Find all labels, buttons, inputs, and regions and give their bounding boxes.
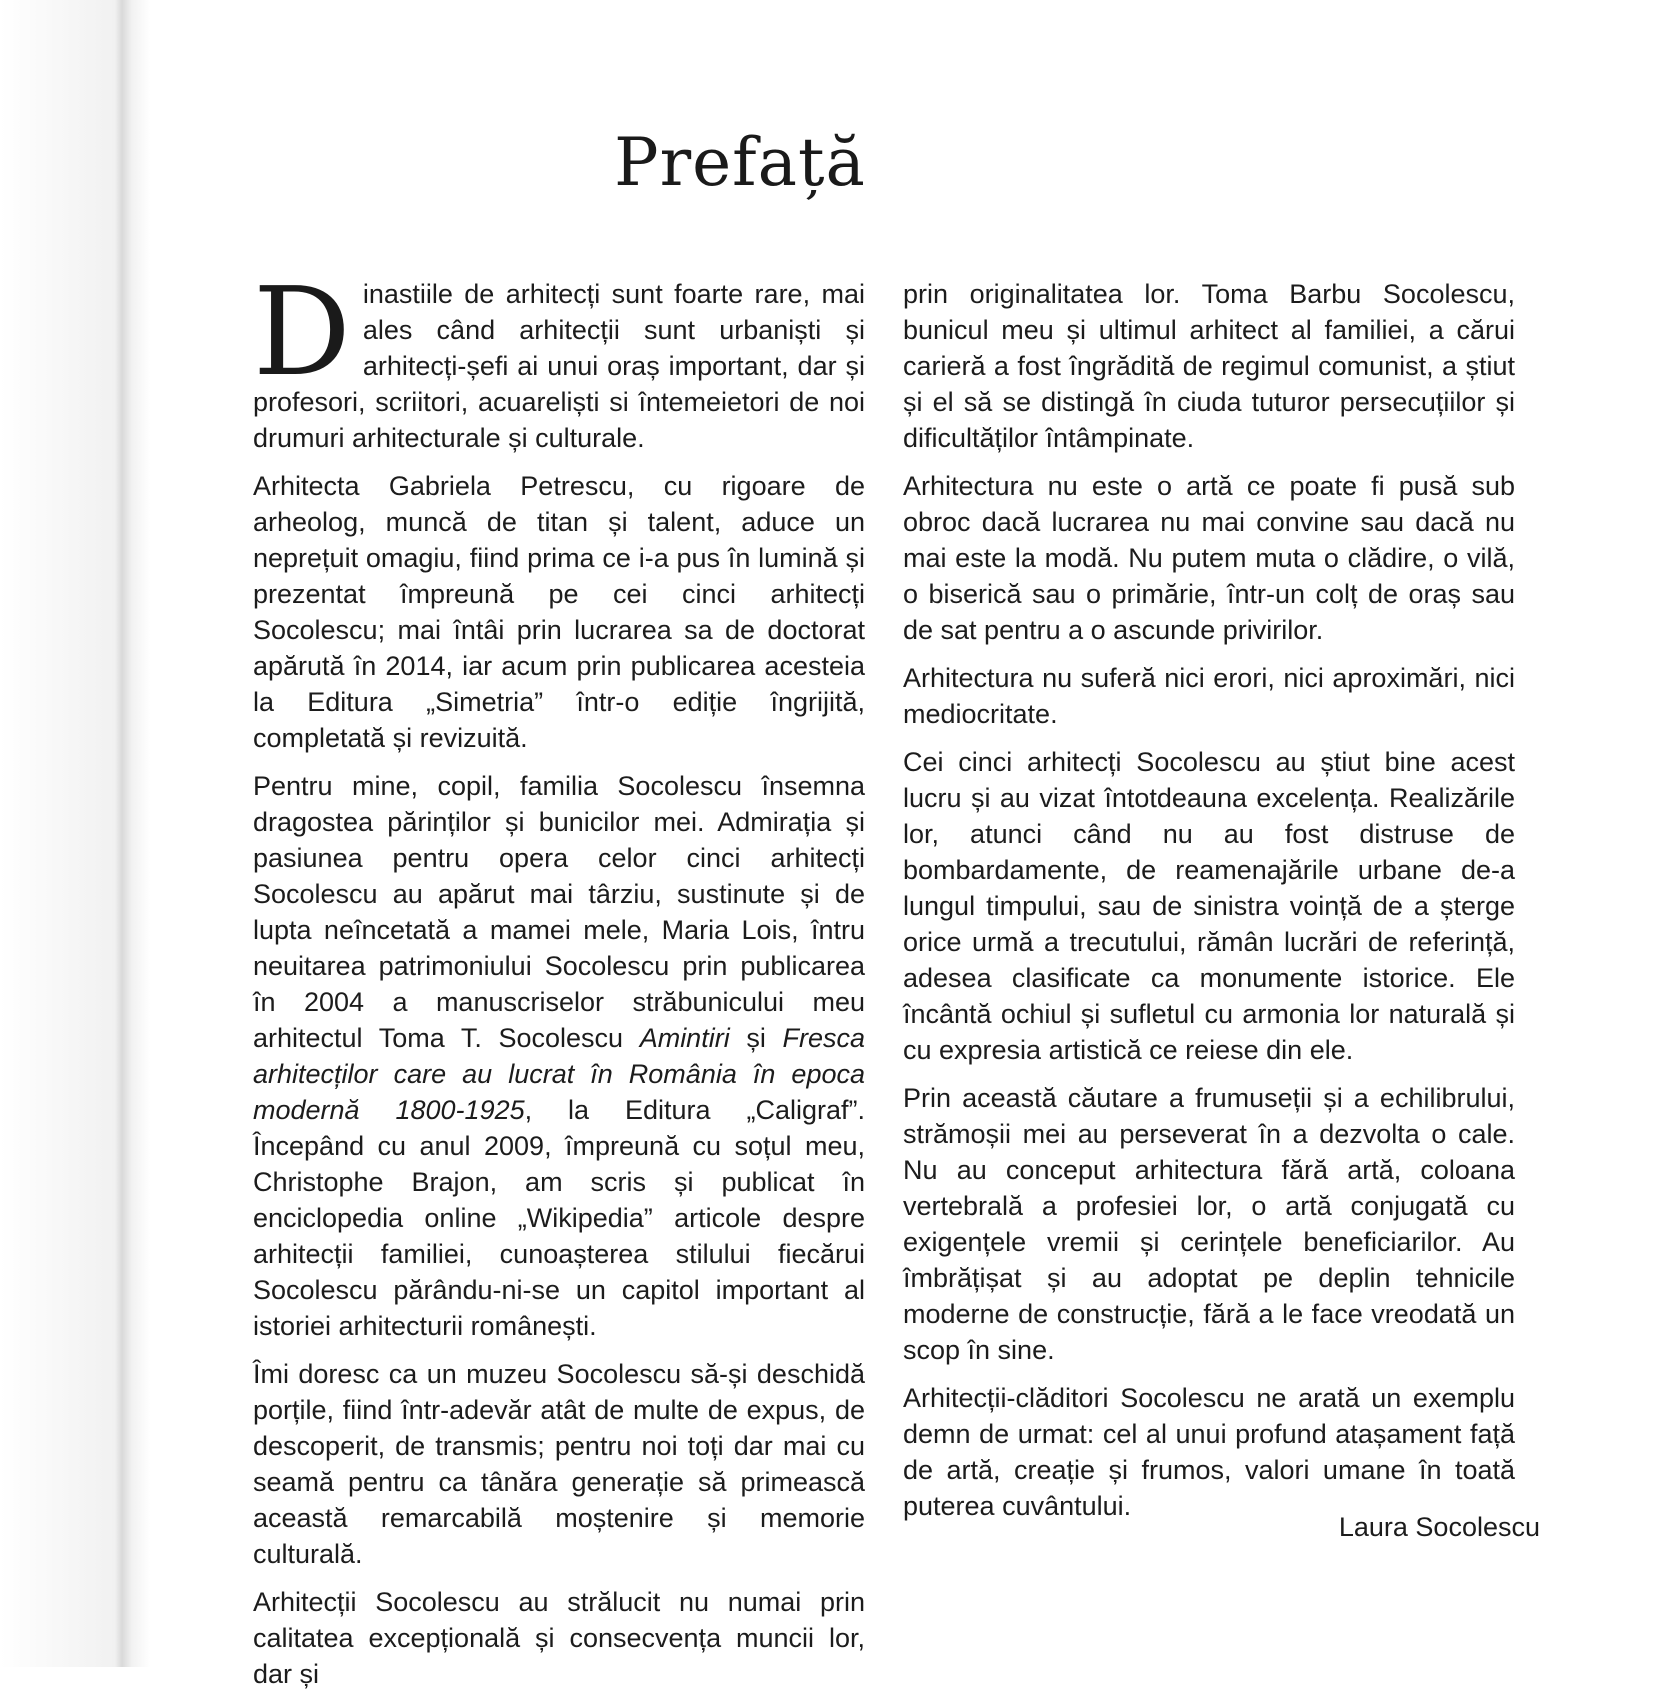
paragraph-architecture-art: Arhitectura nu este o artă ce poate fi pusă sub obroc dacă lucrarea nu mai convine sau dacă nu mai este la modă. Nu putem muta o clădire, o vilă, o biserică sau o primărie, într-un colț de oraș sau de sat pentru a o ascunde privirilor. xyxy=(903,471,1515,645)
book-title-fresca: Fresca arhitecților care au lucrat în România în epoca modernă 1800-1925 xyxy=(253,1023,865,1125)
right-column xyxy=(903,276,1515,1536)
paragraph-family-memory-text-b: și xyxy=(729,1023,783,1053)
paragraph-intro xyxy=(253,261,865,456)
drop-cap: D xyxy=(253,261,351,403)
paragraph-excellence: Cei cinci arhitecți Socolescu au știut bine acest lucru și au vizat întotdeauna excelența. Realizările lor, atunci când nu au fost distruse de bombardamente, de reamenajările urbane de-a lungul timpului, sau de sinistra voință de a șterge orice urmă a trecutului, rămân lucrări de referință, adesea clasificate ca monumente istorice. Ele încântă ochiul și sufletul cu armonia lor naturală și cu expresia artistică ce reiese din ele. xyxy=(903,747,1515,1065)
author-signature: Laura Socolescu xyxy=(1338,1512,1540,1542)
page-title: Prefață xyxy=(614,124,866,201)
paragraph-beauty-search: Prin această căutare a frumuseții și a echilibrului, strămoșii mei au perseverat în a dezvolta o cale. Nu au conceput arhitectura fără artă, coloana vertebrală a profesiei lor, o artă conjugată cu exigențele vremii și cerințele beneficiarilor. Au îmbrățișat și au adoptat pe deplin tehnicile moderne de construcție, fără a le face vreodată un scop în sine. xyxy=(903,1083,1515,1365)
paragraph-originality: prin originalitatea lor. Toma Barbu Socolescu, bunicul meu și ultimul arhitect al familiei, a cărui carieră a fost îngrădită de regimul comunist, a știut și el să se distingă în ciuda tuturor persecuțiilor și dificultăților întâmpinate. xyxy=(903,279,1515,453)
paragraph-architects-shone: Arhitecții Socolescu au strălucit nu numai prin calitatea excepțională și consecvența muncii lor, dar și xyxy=(253,1587,865,1689)
paragraph-no-errors: Arhitectura nu suferă nici erori, nici aproximări, nici mediocritate. xyxy=(903,663,1515,729)
left-column xyxy=(253,261,866,1704)
paragraph-family-memory-text-c: , la Editura „Caligraf”. Începând cu anul 2009, împreună cu soțul meu, Christophe Brajon, am scris și publicat în enciclopedia online „Wikipedia” articole despre arhitecții familiei, cunoașterea stilului fiecărui Socolescu părându-ni-se un capitol important al istoriei arhitecturii românești. xyxy=(253,1095,866,1341)
paragraph-museum-wish: Îmi doresc ca un muzeu Socolescu să-și deschidă porțile, fiind într-adevăr atât de multe de expus, de descoperit, de transmis; pentru noi toți dar mai cu seamă pentru ca tânăra generație să primească această remarcabilă moștenire și memorie culturală. xyxy=(253,1359,865,1569)
book-title-amintiri: Amintiri xyxy=(639,1023,730,1053)
paragraph-intro-text: inastiile de arhitecți sunt foarte rare, mai ales când arhitecții sunt urbaniști și arhitecți-șefi ai unui oraș important, dar și profesori, scriitori, acuareliști si întemeietori de noi drumuri arhitecturale și culturale. xyxy=(253,279,865,453)
paragraph-family-memory xyxy=(253,768,865,1344)
paragraph-author-tribute: Arhitecta Gabriela Petrescu, cu rigoare de arheolog, muncă de titan și talent, aduce un neprețuit omagiu, fiind prima ce i-a pus în lumină și prezentat împreună pe cei cinci arhitecți Socolescu; mai întâi prin lucrarea sa de doctorat apărută în 2014, iar acum prin publicarea acesteia la Editura „Simetria” într-o ediție îngrijită, completată și revizuită. xyxy=(253,471,865,753)
paragraph-example: Arhitecții-clăditori Socolescu ne arată un exemplu demn de urmat: cel al unui profund atașament față de artă, creație și frumos, valori umane în toată puterea cuvântului. xyxy=(903,1383,1515,1521)
paragraph-family-memory-text-a: Pentru mine, copil, familia Socolescu însemna dragostea părinților și bunicilor mei. Admirația și pasiunea pentru opera celor cinci arhitecți Socolescu au apărut mai târziu, sustinute și de lupta neîncetată a mamei mele, Maria Lois, întru neuitarea patrimoniului Socolescu prin publicarea în 2004 a manuscriselor străbunicului meu arhitectul Toma T. Socolescu xyxy=(253,771,865,1053)
